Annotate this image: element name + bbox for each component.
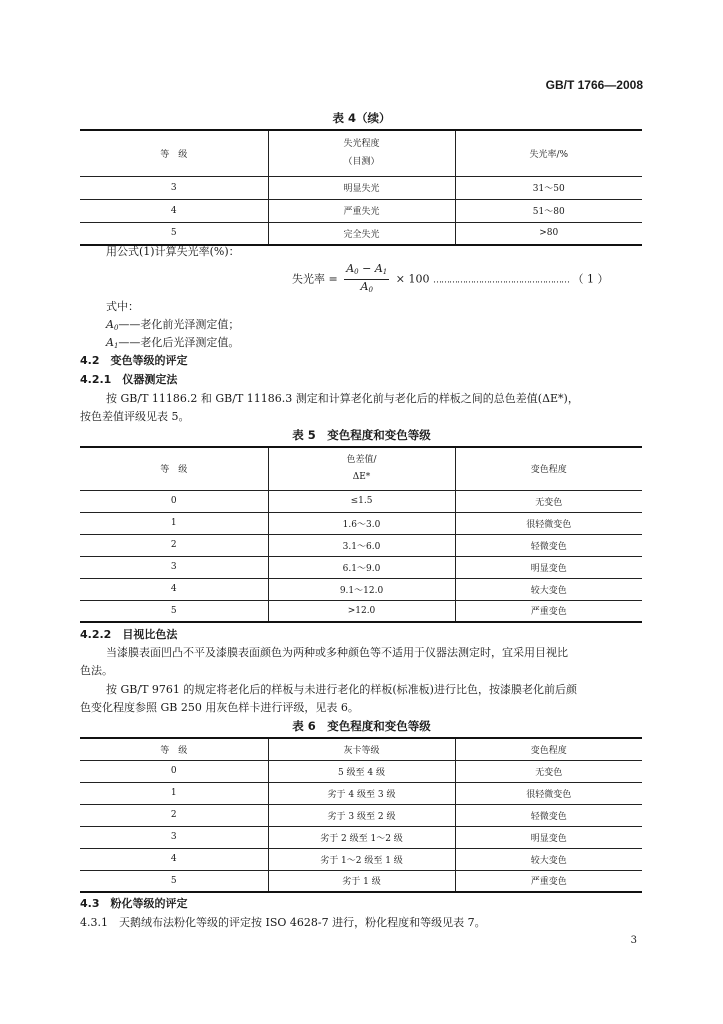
- table-row: [80, 782, 642, 804]
- table4-cell-rate: 31～50: [455, 176, 642, 199]
- table5-header-degree: 变色程度: [455, 447, 642, 490]
- table5-cell-degree: 很轻微变色: [455, 512, 642, 534]
- table-row: [80, 760, 642, 782]
- table6-cell-degree: 轻微变色: [455, 804, 642, 826]
- section-4-2-2-para1-line2: 色法。: [80, 664, 113, 677]
- a1-description: ——老化后光泽测定值。: [118, 336, 240, 349]
- table6-cell-card: 劣于 4 级至 3 级: [268, 782, 455, 804]
- table-row: [80, 199, 642, 222]
- table4-caption: 表 4（续）: [332, 111, 391, 125]
- table6-caption: 表 6 变色程度和变色等级: [292, 719, 431, 733]
- table5-cell-value: ≤1.5: [268, 490, 455, 512]
- table5-cell-grade: 3: [80, 556, 268, 578]
- table4-header-rate: 失光率/%: [455, 130, 642, 176]
- table6-cell-grade: 3: [80, 826, 268, 848]
- table5-header-value: [268, 447, 455, 490]
- table6-cell-grade: 2: [80, 804, 268, 826]
- table6: [80, 737, 642, 893]
- table-row: [80, 600, 642, 622]
- table5-cell-degree: 轻微变色: [455, 534, 642, 556]
- table5-header-row: [80, 447, 642, 490]
- formula-denominator: $A_0$: [360, 280, 373, 294]
- table5-cell-value: 9.1～12.0: [268, 578, 455, 600]
- section-4-2-2-para2-line1: 按 GB/T 9761 的规定将老化后的样板与未进行老化的样板(标准板)进行比色，按漆膜老化前后颜: [106, 683, 577, 696]
- formula-leader-dots: ……………………………………………: [432, 275, 569, 286]
- table6-cell-degree: 明显变色: [455, 826, 642, 848]
- section-4-2-2-para2-line2: 色变化程度参照 GB 250 用灰色样卡进行评级，见表 6。: [80, 701, 359, 714]
- table6-cell-grade: 4: [80, 848, 268, 870]
- table-row: [80, 826, 642, 848]
- table5-cell-value: >12.0: [268, 600, 455, 622]
- table6-cell-degree: 严重变色: [455, 870, 642, 892]
- table5-cell-degree: 较大变色: [455, 578, 642, 600]
- table4-cell-degree: 完全失光: [268, 222, 455, 245]
- table5-header-value-line2: ΔE*: [352, 471, 371, 482]
- formula-number: （ 1 ）: [572, 272, 609, 286]
- table6-cell-degree: 无变色: [455, 760, 642, 782]
- a0-description: ——老化前光泽测定值；: [118, 318, 240, 331]
- section-4-3-1-text: 4.3.1 天鹅绒布法粉化等级的评定按 ISO 4628-7 进行，粉化程度和等级见表 7。: [80, 916, 486, 929]
- table5-cell-grade: 4: [80, 578, 268, 600]
- section-4-2-1-para-line2: 按色差值评级见表 5。: [80, 410, 190, 423]
- table4-header-row: [80, 130, 642, 176]
- symbol-a0: $A_0$: [106, 318, 119, 332]
- table5-header-value-line1: 色差值/: [346, 454, 377, 465]
- table5-cell-degree: 无变色: [455, 490, 642, 512]
- standard-number: GB/T 1766—2008: [545, 78, 643, 92]
- table5-cell-degree: 严重变色: [455, 600, 642, 622]
- table5-cell-value: 3.1～6.0: [268, 534, 455, 556]
- table5-cell-value: 1.6～3.0: [268, 512, 455, 534]
- table4-cell-degree: 严重失光: [268, 199, 455, 222]
- table-row: [80, 490, 642, 512]
- section-4-2-1-para-line1: 按 GB/T 11186.2 和 GB/T 11186.3 测定和计算老化前与老化后的样板之间的总色差值(ΔE*)，: [106, 392, 579, 405]
- page-number: 3: [630, 935, 637, 946]
- table-row: [80, 804, 642, 826]
- table4-cell-rate: >80: [455, 222, 642, 245]
- formula-numerator: $A_0 - A_1$: [344, 262, 389, 280]
- table4-header-grade: 等 级: [80, 130, 268, 176]
- table-row: [80, 512, 642, 534]
- table-row: [80, 534, 642, 556]
- table6-cell-grade: 1: [80, 782, 268, 804]
- section-4-2-title: 4.2 变色等级的评定: [80, 354, 188, 367]
- table6-cell-card: 劣于 1 级: [268, 870, 455, 892]
- table4: [80, 129, 642, 246]
- table-row: [80, 176, 642, 199]
- table6-cell-card: 劣于 2 级至 1～2 级: [268, 826, 455, 848]
- table5: [80, 446, 642, 623]
- table4-header-degree: [268, 130, 455, 176]
- formula-times: × 100: [395, 272, 430, 286]
- section-4-2-2-title: 4.2.2 目视比色法: [80, 628, 178, 641]
- table-row: [80, 870, 642, 892]
- table6-cell-card: 劣于 1～2 级至 1 级: [268, 848, 455, 870]
- section-4-3-title: 4.3 粉化等级的评定: [80, 897, 188, 910]
- table6-header-grade: 等 级: [80, 738, 268, 760]
- table4-cell-grade: 4: [80, 199, 268, 222]
- section-4-2-1-title: 4.2.1 仪器测定法: [80, 373, 178, 386]
- formula-intro: 用公式(1)计算失光率(%)：: [106, 245, 240, 258]
- formula-where: 式中：: [106, 300, 139, 313]
- table-row: [80, 848, 642, 870]
- table5-cell-grade: 5: [80, 600, 268, 622]
- table-row: [80, 556, 642, 578]
- table6-header-row: [80, 738, 642, 760]
- table6-header-card: 灰卡等级: [268, 738, 455, 760]
- table5-cell-value: 6.1～9.0: [268, 556, 455, 578]
- formula-fraction: [344, 262, 389, 297]
- table4-header-degree-line2: （目测）: [343, 157, 380, 168]
- table5-cell-grade: 2: [80, 534, 268, 556]
- table6-cell-degree: 很轻微变色: [455, 782, 642, 804]
- symbol-a1: $A_1$: [106, 336, 119, 350]
- table6-cell-grade: 0: [80, 760, 268, 782]
- table5-cell-degree: 明显变色: [455, 556, 642, 578]
- table6-cell-degree: 较大变色: [455, 848, 642, 870]
- table5-cell-grade: 0: [80, 490, 268, 512]
- section-4-2-2-para1-line1: 当漆膜表面凹凸不平及漆膜表面颜色为两种或多种颜色等不适用于仪器法测定时，宜采用目视比: [106, 646, 568, 659]
- table4-cell-grade: 5: [80, 222, 268, 245]
- formula-lhs: 失光率 =: [292, 272, 338, 286]
- table6-cell-card: 5 级至 4 级: [268, 760, 455, 782]
- table-row: [80, 578, 642, 600]
- table5-caption: 表 5 变色程度和变色等级: [292, 428, 431, 442]
- table4-cell-degree: 明显失光: [268, 176, 455, 199]
- table6-cell-card: 劣于 3 级至 2 级: [268, 804, 455, 826]
- formula: [292, 262, 608, 297]
- table6-cell-grade: 5: [80, 870, 268, 892]
- table4-cell-rate: 51～80: [455, 199, 642, 222]
- table6-header-degree: 变色程度: [455, 738, 642, 760]
- table5-header-grade: 等 级: [80, 447, 268, 490]
- table4-cell-grade: 3: [80, 176, 268, 199]
- table4-header-degree-line1: 失光程度: [343, 139, 380, 150]
- table5-cell-grade: 1: [80, 512, 268, 534]
